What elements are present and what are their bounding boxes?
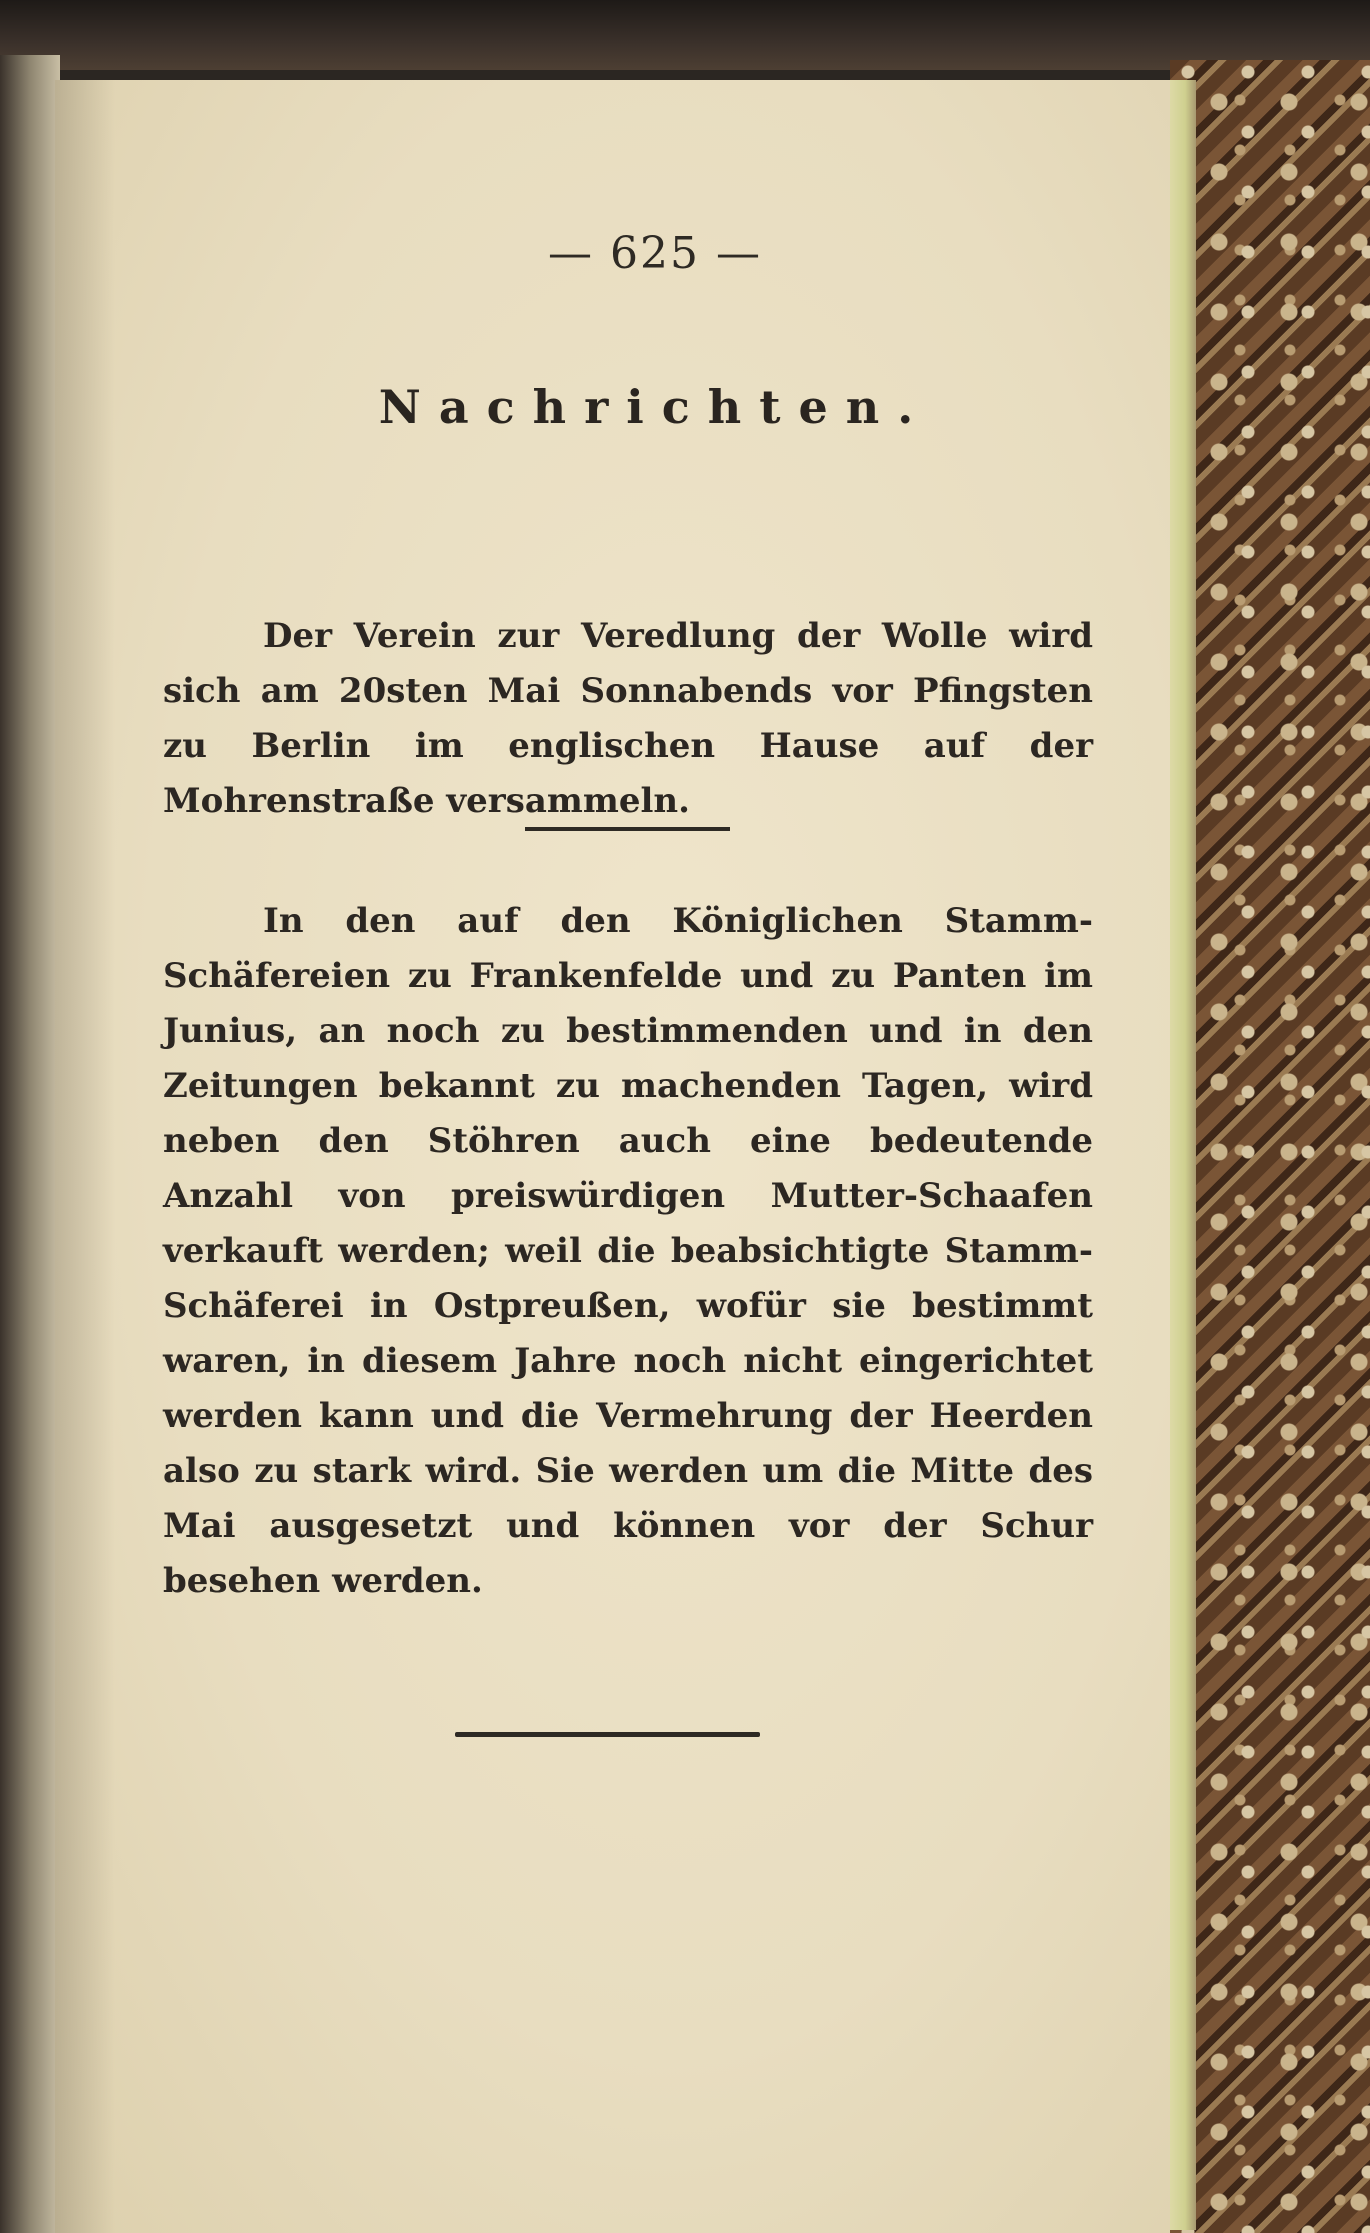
paragraph-announcement-wool-society: Der Verein zur Veredlung der Wolle wird sich am 20sten Mai Sonnabends vor Pfingsten zu Berlin im englischen Hause auf der Mohrenstraße versammeln. [163, 616, 1093, 821]
section-heading: Nachrichten. [378, 380, 932, 434]
marbled-cover-edge [1170, 60, 1370, 2233]
binding-gutter [0, 55, 60, 2233]
separator-rule [525, 827, 730, 831]
gutter-shadow [55, 80, 115, 2233]
closing-rule [455, 1732, 760, 1737]
paragraph-announcement-sheep-sale: In den auf den Königlichen Stamm-Schäfereien zu Frankenfelde und zu Panten im Junius, an noch zu bestimmenden und in den Zeitungen bekannt zu machenden Tagen, wird neben den Stöhren auch eine bedeutende Anzahl von preiswürdigen Mutter-Schaafen verkauft werden; weil die beabsichtigte Stamm-Schäferei in Ostpreußen, wofür sie bestimmt waren, in diesem Jahre noch nicht eingerichtet werden kann und die Vermehrung der Heerden also zu stark wird. Sie werden um die Mitte des Mai ausgesetzt und können vor der Schur besehen werden. [163, 901, 1093, 1601]
book-page [55, 80, 1170, 2233]
book-cover-top [0, 0, 1370, 70]
page-number: — 625 — [548, 228, 762, 279]
